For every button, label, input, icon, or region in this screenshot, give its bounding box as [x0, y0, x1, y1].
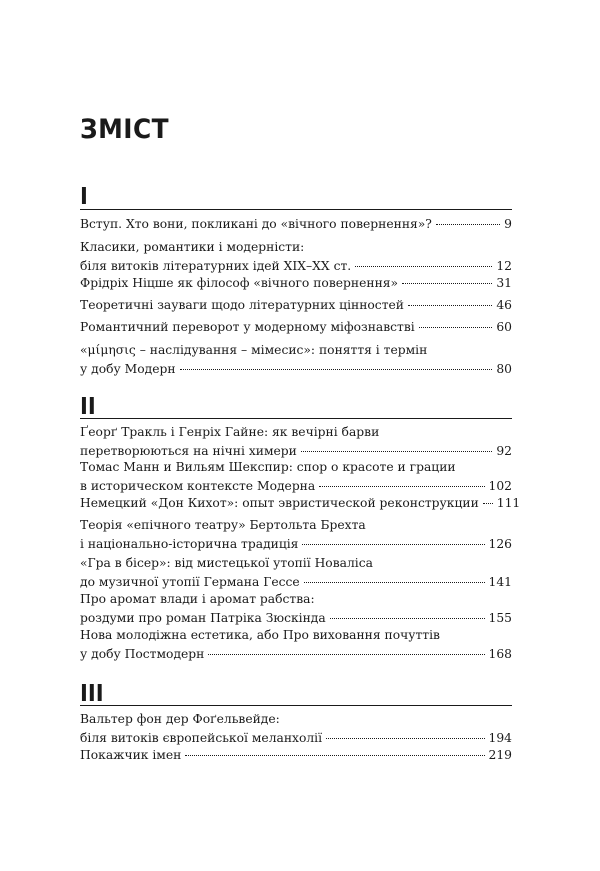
page-number: 12	[496, 258, 512, 273]
entry-title-line: Романтичний переворот у модерному міфознавстві	[80, 320, 415, 334]
entry-title-line: Покажчик імен	[80, 748, 182, 762]
entry-title-line: Ґеорґ Тракль і Генріх Гайне: як вечірні барви	[80, 425, 380, 439]
entry-title-line: перетворюються на нічні химери	[80, 443, 297, 458]
page-number: 141	[488, 574, 512, 589]
page-number: 31	[496, 276, 512, 290]
entry-title-line: «Гра в бісер»: від мистецької утопії Новаліса	[80, 556, 373, 570]
toc-entry[interactable]	[80, 296, 512, 315]
dot-leader	[304, 582, 485, 583]
dot-leader	[402, 283, 492, 284]
toc-entry[interactable]	[80, 423, 512, 460]
toc-entry[interactable]	[80, 494, 521, 513]
entry-title-line: в историческом контексте Модерна	[80, 478, 316, 493]
entry-title-line: Немецкий «Дон Кихот»: опыт эвристической реконструкции	[80, 496, 479, 510]
section-heading-1: I	[80, 184, 88, 210]
dot-leader	[185, 755, 484, 756]
entry-title-line: Про аромат влади і аромат рабства:	[80, 592, 315, 606]
page-number: 102	[488, 478, 512, 493]
toc-entry[interactable]	[80, 516, 512, 553]
entry-title-line: Томас Манн и Вильям Шекспир: спор о красоте и грации	[80, 460, 456, 474]
dot-leader	[326, 738, 484, 739]
page-number: 80	[496, 361, 512, 376]
page-number: 60	[496, 320, 512, 334]
toc-entry[interactable]	[80, 238, 512, 275]
toc-entry[interactable]	[80, 590, 512, 627]
dot-leader	[302, 544, 484, 545]
toc-entry[interactable]	[80, 554, 512, 591]
toc-entry[interactable]	[80, 626, 512, 663]
section-heading-3: III	[80, 681, 104, 707]
entry-title-line: і національно-історична традиція	[80, 536, 299, 551]
entry-title-line: Вальтер фон дер Фоґельвейде:	[80, 712, 280, 726]
dot-leader	[319, 486, 484, 487]
page-number: 126	[488, 536, 512, 551]
entry-title-line: біля витоків літературних ідей ХІХ–ХХ ст.	[80, 258, 352, 273]
entry-title-line: Теоретичні зауваги щодо літературних цінностей	[80, 298, 404, 312]
entry-title-line: Класики, романтики і модерністи:	[80, 240, 305, 254]
toc-entry[interactable]	[80, 318, 512, 337]
entry-title-line: у добу Постмодерн	[80, 646, 205, 661]
toc-entry[interactable]	[80, 710, 512, 747]
entry-title-line: «μίμησις – наслідування – мімесис»: поняття і термін	[80, 343, 428, 357]
page-number: 111	[496, 496, 521, 510]
page-title: ЗМІСТ	[80, 114, 170, 145]
page-number: 194	[488, 730, 512, 745]
dot-leader	[208, 654, 484, 655]
section-rule-3	[80, 705, 512, 706]
page-number: 219	[488, 748, 512, 762]
page-number: 168	[488, 646, 512, 661]
entry-title-line: Теорія «епічного театру» Бертольта Брехта	[80, 518, 366, 532]
page-number: 92	[496, 443, 512, 458]
dot-leader	[483, 503, 493, 504]
section-rule-2	[80, 418, 512, 419]
toc-entry[interactable]	[80, 215, 512, 234]
section-heading-2: II	[80, 394, 96, 420]
entry-title-line: Нова молодіжна естетика, або Про виховання почуттів	[80, 628, 440, 642]
toc-entry[interactable]	[80, 458, 512, 495]
dot-leader	[180, 369, 493, 370]
dot-leader	[408, 305, 492, 306]
entry-title-line: біля витоків європейської меланхолії	[80, 730, 323, 745]
entry-title-line: роздуми про роман Патріка Зюскінда	[80, 610, 326, 625]
toc-entry[interactable]	[80, 341, 512, 378]
dot-leader	[355, 266, 492, 267]
entry-title-line: у добу Модерн	[80, 361, 176, 376]
entry-title-line: до музичної утопії Германа Гессе	[80, 574, 300, 589]
dot-leader	[330, 618, 485, 619]
dot-leader	[301, 451, 492, 452]
page-number: 9	[504, 217, 512, 231]
page-number: 155	[488, 610, 512, 625]
toc-entry[interactable]	[80, 746, 512, 765]
entry-title-line: Фрідріх Ніцше як філософ «вічного повернення»	[80, 276, 399, 290]
dot-leader	[419, 327, 493, 328]
page-number: 46	[496, 298, 512, 312]
toc-entry[interactable]	[80, 274, 512, 293]
dot-leader	[436, 224, 500, 225]
entry-title-line: Вступ. Хто вони, покликані до «вічного повернення»?	[80, 217, 432, 231]
section-rule-1	[80, 209, 512, 210]
